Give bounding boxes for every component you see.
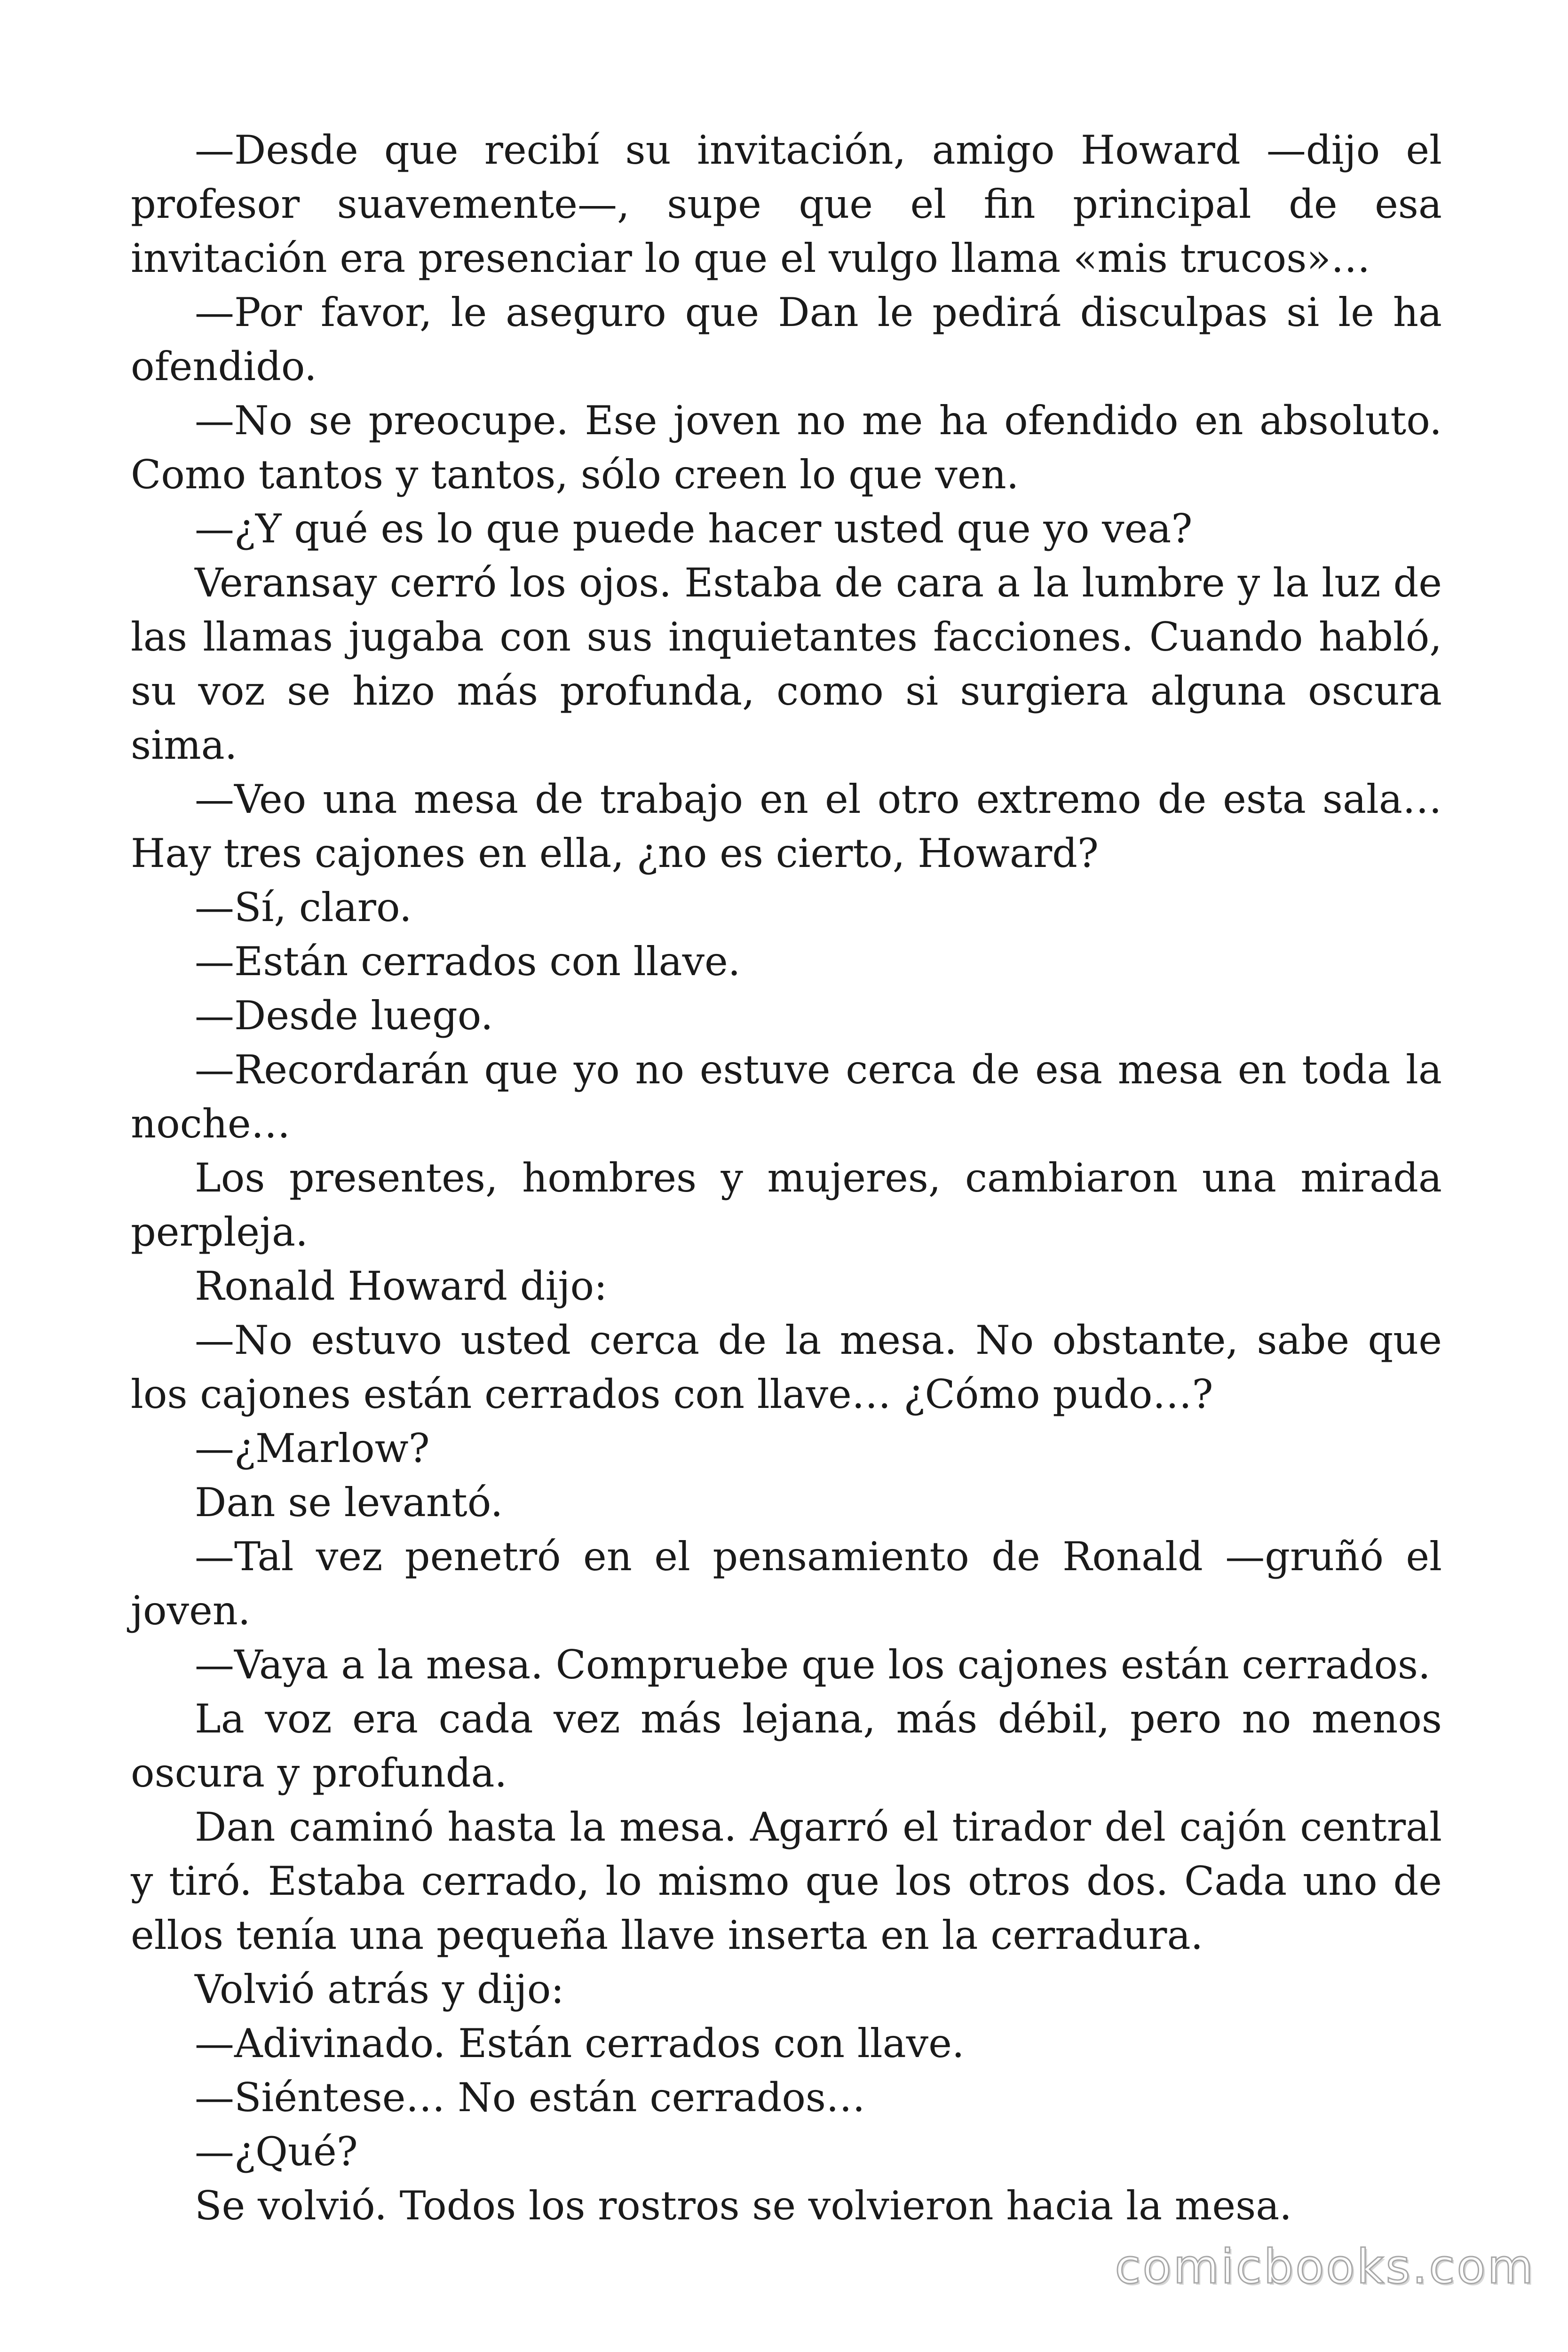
watermark: comicbooks.com: [1115, 2239, 1535, 2294]
paragraph: —Veo una mesa de trabajo en el otro extremo de esta sala… Hay tres cajones en ella, ¿no es cierto, Howard?: [131, 776, 1442, 876]
paragraph: —No se preocupe. Ese joven no me ha ofendido en absoluto. Como tantos y tantos, sólo creen lo que ven.: [131, 397, 1442, 498]
paragraph: —Tal vez penetró en el pensamiento de Ronald —gruñó el joven.: [131, 1534, 1442, 1634]
paragraph: —Sí, claro.: [195, 884, 412, 930]
paragraph: Dan caminó hasta la mesa. Agarró el tirador del cajón central y tiró. Estaba cerrado, lo mismo que los otros dos. Cada uno de ellos tenía una pequeña llave inserta en la cerradura.: [131, 1804, 1442, 1958]
paragraph: Volvió atrás y dijo:: [195, 1966, 564, 2012]
paragraph: Ronald Howard dijo:: [195, 1263, 608, 1309]
paragraph: —Adivinado. Están cerrados con llave.: [195, 2020, 965, 2066]
paragraph: Se volvió. Todos los rostros se volvieron hacia la mesa.: [195, 2183, 1292, 2229]
paragraph: —No estuvo usted cerca de la mesa. No obstante, sabe que los cajones están cerrados con llave… ¿Cómo pudo…?: [131, 1317, 1442, 1417]
paragraph: —Desde que recibí su invitación, amigo Howard —dijo el profesor suavemente—, supe que el fin principal de esa invitación era presenciar lo que el vulgo llama «mis trucos»…: [131, 127, 1442, 281]
paragraph: —¿Qué?: [195, 2129, 358, 2175]
paragraph: —¿Y qué es lo que puede hacer usted que yo vea?: [195, 506, 1193, 552]
paragraph: —Vaya a la mesa. Compruebe que los cajones están cerrados.: [195, 1642, 1431, 1688]
paragraph: —Por favor, le aseguro que Dan le pedirá disculpas si le ha ofendido.: [131, 289, 1442, 389]
paragraph: —Siéntese… No están cerrados…: [195, 2074, 866, 2121]
paragraph: La voz era cada vez más lejana, más débil, pero no menos oscura y profunda.: [131, 1696, 1442, 1796]
paragraph: —¿Marlow?: [195, 1425, 430, 1471]
paragraph: —Desde luego.: [195, 993, 493, 1039]
paragraph: Veransay cerró los ojos. Estaba de cara a la lumbre y la luz de las llamas jugaba con sus inquietantes facciones. Cuando habló, su voz se hizo más profunda, como si surgiera alguna oscura sima.: [131, 560, 1442, 768]
paragraph: Los presentes, hombres y mujeres, cambiaron una mirada perpleja.: [131, 1155, 1442, 1255]
paragraph: —Recordarán que yo no estuve cerca de esa mesa en toda la noche…: [131, 1047, 1442, 1147]
paragraph: —Están cerrados con llave.: [195, 938, 741, 985]
book-page-text: [131, 123, 1442, 2233]
paragraph: Dan se levantó.: [195, 1479, 503, 1526]
